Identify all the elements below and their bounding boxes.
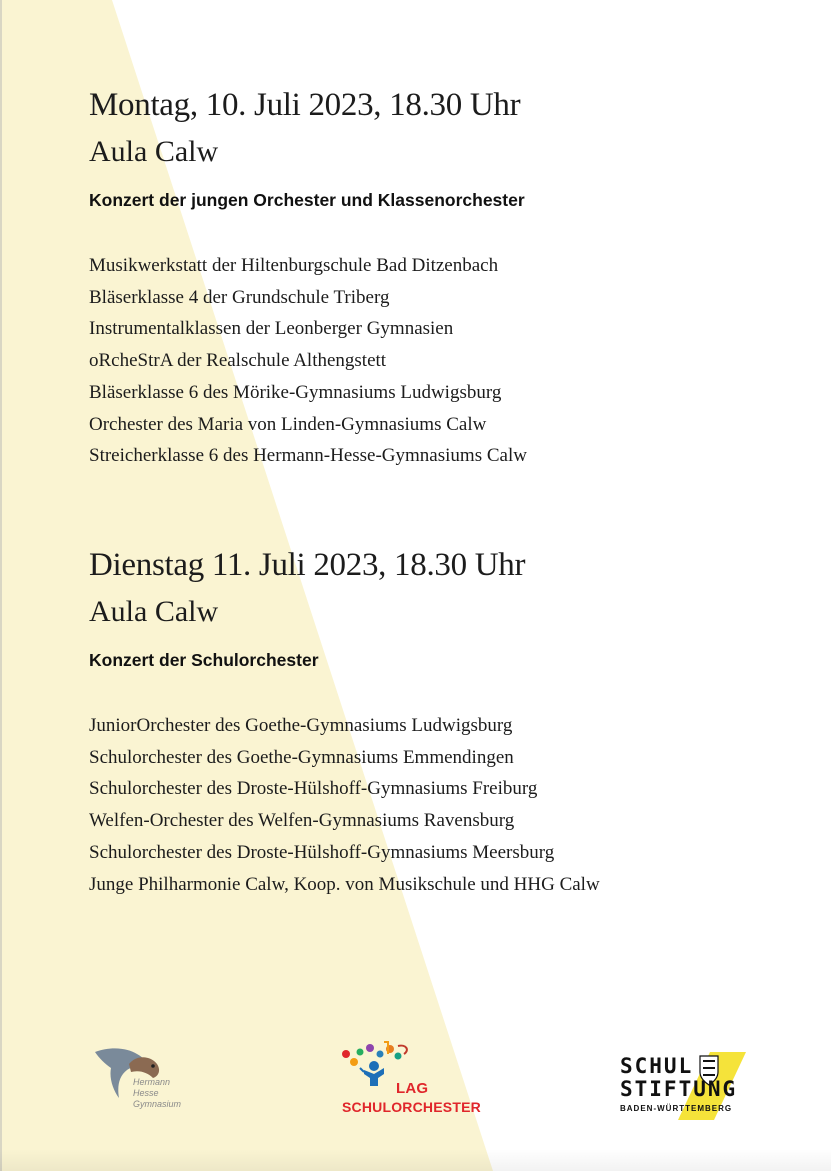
list-item: Junge Philharmonie Calw, Koop. von Musikschule und HHG Calw: [89, 873, 600, 895]
concert-1-title: Konzert der jungen Orchester und Klassenorchester: [89, 190, 525, 210]
list-item: Streicherklasse 6 des Hermann-Hesse-Gymnasiums Calw: [89, 445, 527, 467]
page-left-edge: [0, 0, 2, 1171]
list-item: Schulorchester des Goethe-Gymnasiums Emmendingen: [89, 746, 514, 768]
schulstiftung-logo: [618, 1050, 750, 1122]
hhg-logo-text-1: Hermann: [133, 1077, 171, 1087]
schulstiftung-logo-text-2: STIFTUNG: [620, 1077, 738, 1101]
concert-1-venue: Aula Calw: [89, 135, 219, 168]
concert-1-section: [89, 82, 789, 472]
list-item: Bläserklasse 6 des Mörike-Gymnasiums Ludwigsburg: [89, 381, 502, 403]
list-item: oRcheStrA der Realschule Althengstett: [89, 350, 387, 372]
concert-1-date: Montag, 10. Juli 2023, 18.30 Uhr: [89, 87, 521, 123]
list-item: Schulorchester des Droste-Hülshoff-Gymnasiums Meersburg: [89, 841, 555, 863]
list-item: Instrumentalklassen der Leonberger Gymnasien: [89, 318, 454, 340]
hermann-hesse-gymnasium-logo: [93, 1042, 193, 1116]
concert-2-date: Dienstag 11. Juli 2023, 18.30 Uhr: [89, 547, 526, 583]
schulstiftung-logo-text-1: SCHUL: [620, 1054, 694, 1078]
concert-2-title: Konzert der Schulorchester: [89, 650, 319, 670]
list-item: Bläserklasse 4 der Grundschule Triberg: [89, 286, 390, 308]
concert-2-section: [89, 542, 789, 900]
list-item: JuniorOrchester des Goethe-Gymnasiums Ludwigsburg: [89, 715, 513, 736]
lag-logo-text-1: LAG: [396, 1080, 429, 1097]
hhg-logo-text-2: Hesse: [133, 1088, 159, 1098]
list-item: Schulorchester des Droste-Hülshoff-Gymnasiums Freiburg: [89, 778, 538, 800]
concert-2-venue: Aula Calw: [89, 595, 219, 628]
lag-schulorchester-logo: [340, 1040, 482, 1118]
hhg-logo-text-3: Gymnasium: [133, 1099, 182, 1109]
concert-1-ensemble-list: [89, 250, 789, 472]
concert-2-ensemble-list: [89, 710, 789, 900]
list-item: Musikwerkstatt der Hiltenburgschule Bad Ditzenbach: [89, 255, 499, 276]
page-bottom-shadow: [0, 1149, 831, 1171]
list-item: Orchester des Maria von Linden-Gymnasiums Calw: [89, 413, 487, 435]
list-item: Welfen-Orchester des Welfen-Gymnasiums Ravensburg: [89, 810, 515, 832]
lag-logo-text-2: SCHULORCHESTER: [342, 1099, 481, 1115]
schulstiftung-logo-text-3: BADEN-WÜRTTEMBERG: [620, 1104, 733, 1113]
